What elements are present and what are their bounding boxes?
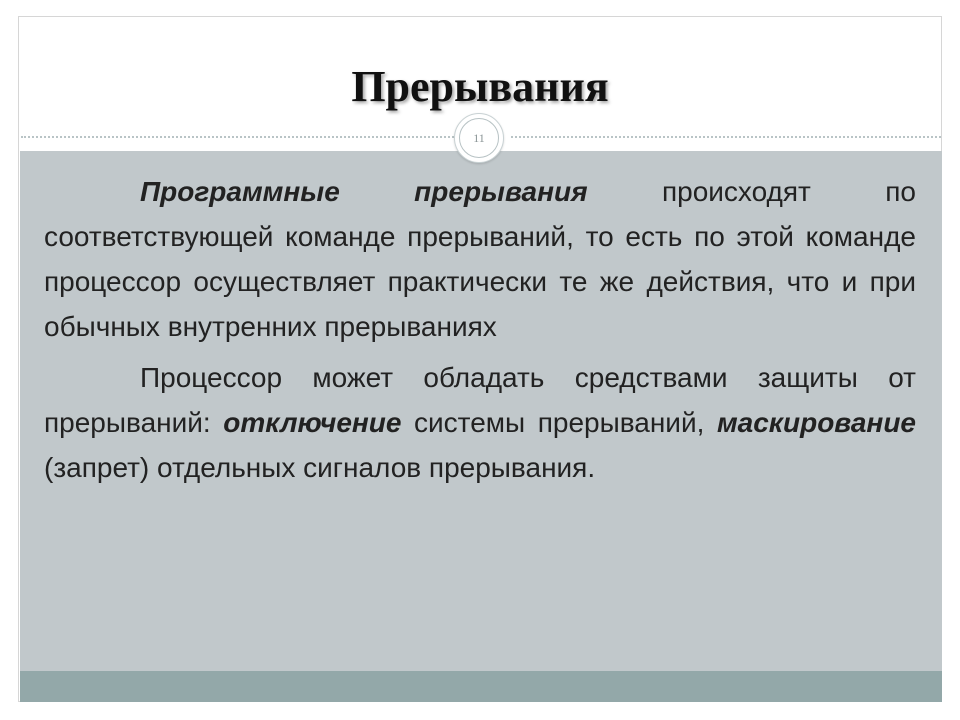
footer-band <box>20 671 942 702</box>
body-text <box>44 169 916 496</box>
title-divider-left <box>21 136 461 138</box>
paragraph-interrupt-protection <box>44 355 916 490</box>
slide <box>18 16 942 702</box>
paragraph-text: происходят по соответствующей команде прерываний, то есть по этой команде процессор осуществляет практически те же действия, что и при обычных внутренних прерываниях <box>44 176 916 342</box>
slide-title: Прерывания <box>351 62 609 111</box>
paragraph-software-interrupts <box>44 169 916 349</box>
title-divider-right <box>511 136 941 138</box>
emphasis-software-interrupts: Программные прерывания <box>140 176 588 207</box>
page-number: 11 <box>459 118 499 158</box>
paragraph-text: Процессор может обладать средствами защиты от прерываний: <box>44 362 916 438</box>
emphasis-disabling: отключение <box>223 407 402 438</box>
paragraph-text: (запрет) отдельных сигналов прерывания. <box>44 452 596 483</box>
paragraph-text: системы прерываний, <box>401 407 717 438</box>
emphasis-masking: маскирование <box>716 407 916 438</box>
page-number-badge <box>454 113 504 163</box>
